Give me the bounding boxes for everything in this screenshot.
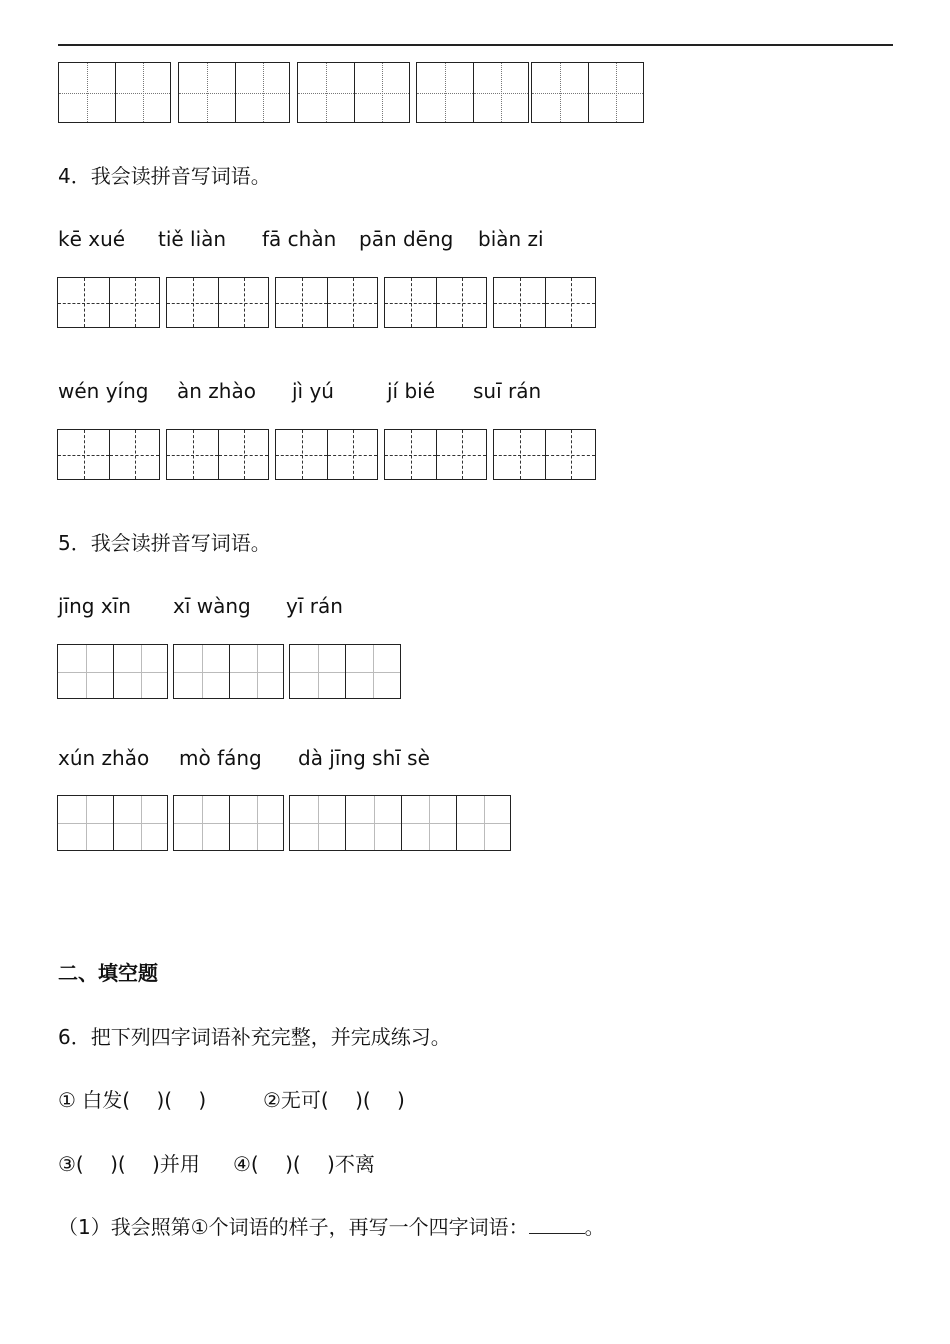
- writing-grid[interactable]: [289, 644, 401, 699]
- grid-cell[interactable]: [58, 796, 113, 850]
- grid-cell[interactable]: [532, 63, 588, 122]
- question-4-title: 4．我会读拼音写词语。: [58, 164, 271, 188]
- fill-item-3: ③( )( )并用: [58, 1152, 200, 1176]
- question-5-title: 5．我会读拼音写词语。: [58, 531, 271, 555]
- writing-grid[interactable]: [416, 62, 529, 123]
- grid-cell[interactable]: [417, 63, 473, 122]
- grid-cell[interactable]: [298, 63, 354, 122]
- grid-cell[interactable]: [327, 430, 377, 479]
- grid-cell[interactable]: [545, 430, 595, 479]
- sub-question-1-suffix: 。: [584, 1215, 605, 1239]
- grid-cell[interactable]: [436, 430, 486, 479]
- pinyin-label: pān dēng: [359, 227, 454, 251]
- writing-grid[interactable]: [58, 62, 171, 123]
- grid-cell[interactable]: [327, 278, 377, 327]
- sub-question-1-prefix: （1）我会照第①个词语的样子，再写一个四字词语：: [58, 1215, 529, 1239]
- writing-grid[interactable]: [493, 429, 596, 480]
- grid-cell[interactable]: [218, 430, 268, 479]
- fill-item-4: ④( )( )不离: [233, 1152, 375, 1176]
- grid-cell[interactable]: [58, 278, 109, 327]
- grid-cell[interactable]: [109, 278, 159, 327]
- pinyin-label: àn zhào: [177, 379, 256, 403]
- grid-cell[interactable]: [436, 278, 486, 327]
- writing-grid[interactable]: [173, 644, 284, 699]
- grid-cell[interactable]: [385, 278, 436, 327]
- grid-cell[interactable]: [58, 430, 109, 479]
- grid-cell[interactable]: [354, 63, 409, 122]
- grid-cell[interactable]: [174, 645, 229, 698]
- grid-cell[interactable]: [290, 645, 345, 698]
- writing-grid[interactable]: [384, 277, 487, 328]
- grid-cell[interactable]: [59, 63, 115, 122]
- writing-grid[interactable]: [178, 62, 290, 123]
- answer-blank[interactable]: [529, 1215, 585, 1234]
- grid-cell[interactable]: [401, 796, 456, 850]
- grid-cell[interactable]: [345, 796, 401, 850]
- pinyin-label: kē xué: [58, 227, 126, 251]
- pinyin-label: wén yíng: [58, 379, 149, 403]
- top-divider-line: [58, 44, 893, 46]
- fill-item-1: ① 白发( )( ): [58, 1088, 207, 1112]
- writing-grid[interactable]: [289, 795, 511, 851]
- pinyin-label: mò fáng: [179, 746, 262, 770]
- pinyin-label: xī wàng: [173, 594, 251, 618]
- pinyin-label: jì yú: [292, 379, 334, 403]
- writing-grid[interactable]: [493, 277, 596, 328]
- writing-grid[interactable]: [166, 429, 269, 480]
- grid-cell[interactable]: [113, 796, 167, 850]
- sub-question-1: [58, 1215, 605, 1239]
- writing-grid[interactable]: [57, 795, 168, 851]
- pinyin-label: xún zhǎo: [58, 746, 150, 770]
- grid-cell[interactable]: [494, 430, 545, 479]
- writing-grid[interactable]: [57, 429, 160, 480]
- pinyin-label: fā chàn: [262, 227, 337, 251]
- pinyin-label: suī rán: [473, 379, 542, 403]
- grid-cell[interactable]: [276, 278, 327, 327]
- grid-cell[interactable]: [290, 796, 345, 850]
- grid-cell[interactable]: [218, 278, 268, 327]
- grid-cell[interactable]: [385, 430, 436, 479]
- grid-cell[interactable]: [109, 430, 159, 479]
- grid-cell[interactable]: [58, 645, 113, 698]
- grid-cell[interactable]: [473, 63, 528, 122]
- grid-cell[interactable]: [113, 645, 167, 698]
- grid-cell[interactable]: [167, 430, 218, 479]
- writing-grid[interactable]: [173, 795, 284, 851]
- writing-grid[interactable]: [384, 429, 487, 480]
- grid-cell[interactable]: [115, 63, 170, 122]
- pinyin-label: yī rán: [286, 594, 343, 618]
- grid-cell[interactable]: [174, 796, 229, 850]
- grid-cell[interactable]: [229, 645, 283, 698]
- writing-grid[interactable]: [297, 62, 410, 123]
- pinyin-label: jīng xīn: [58, 594, 131, 618]
- section-2-title: 二、填空题: [58, 961, 158, 985]
- pinyin-label: tiě liàn: [158, 227, 227, 251]
- writing-grid[interactable]: [57, 644, 168, 699]
- grid-cell[interactable]: [276, 430, 327, 479]
- writing-grid[interactable]: [275, 429, 378, 480]
- grid-cell[interactable]: [494, 278, 545, 327]
- grid-cell[interactable]: [179, 63, 235, 122]
- grid-cell[interactable]: [345, 645, 400, 698]
- pinyin-label: dà jīng shī sè: [298, 746, 430, 770]
- grid-cell[interactable]: [235, 63, 289, 122]
- grid-cell[interactable]: [545, 278, 595, 327]
- fill-item-2: ②无可( )( ): [263, 1088, 405, 1112]
- writing-grid[interactable]: [275, 277, 378, 328]
- pinyin-label: jí bié: [387, 379, 436, 403]
- grid-cell[interactable]: [229, 796, 283, 850]
- pinyin-label: biàn zi: [478, 227, 544, 251]
- grid-cell[interactable]: [588, 63, 643, 122]
- writing-grid[interactable]: [166, 277, 269, 328]
- grid-cell[interactable]: [456, 796, 510, 850]
- question-6-title: 6．把下列四字词语补充完整，并完成练习。: [58, 1025, 451, 1049]
- writing-grid[interactable]: [531, 62, 644, 123]
- writing-grid[interactable]: [57, 277, 160, 328]
- grid-cell[interactable]: [167, 278, 218, 327]
